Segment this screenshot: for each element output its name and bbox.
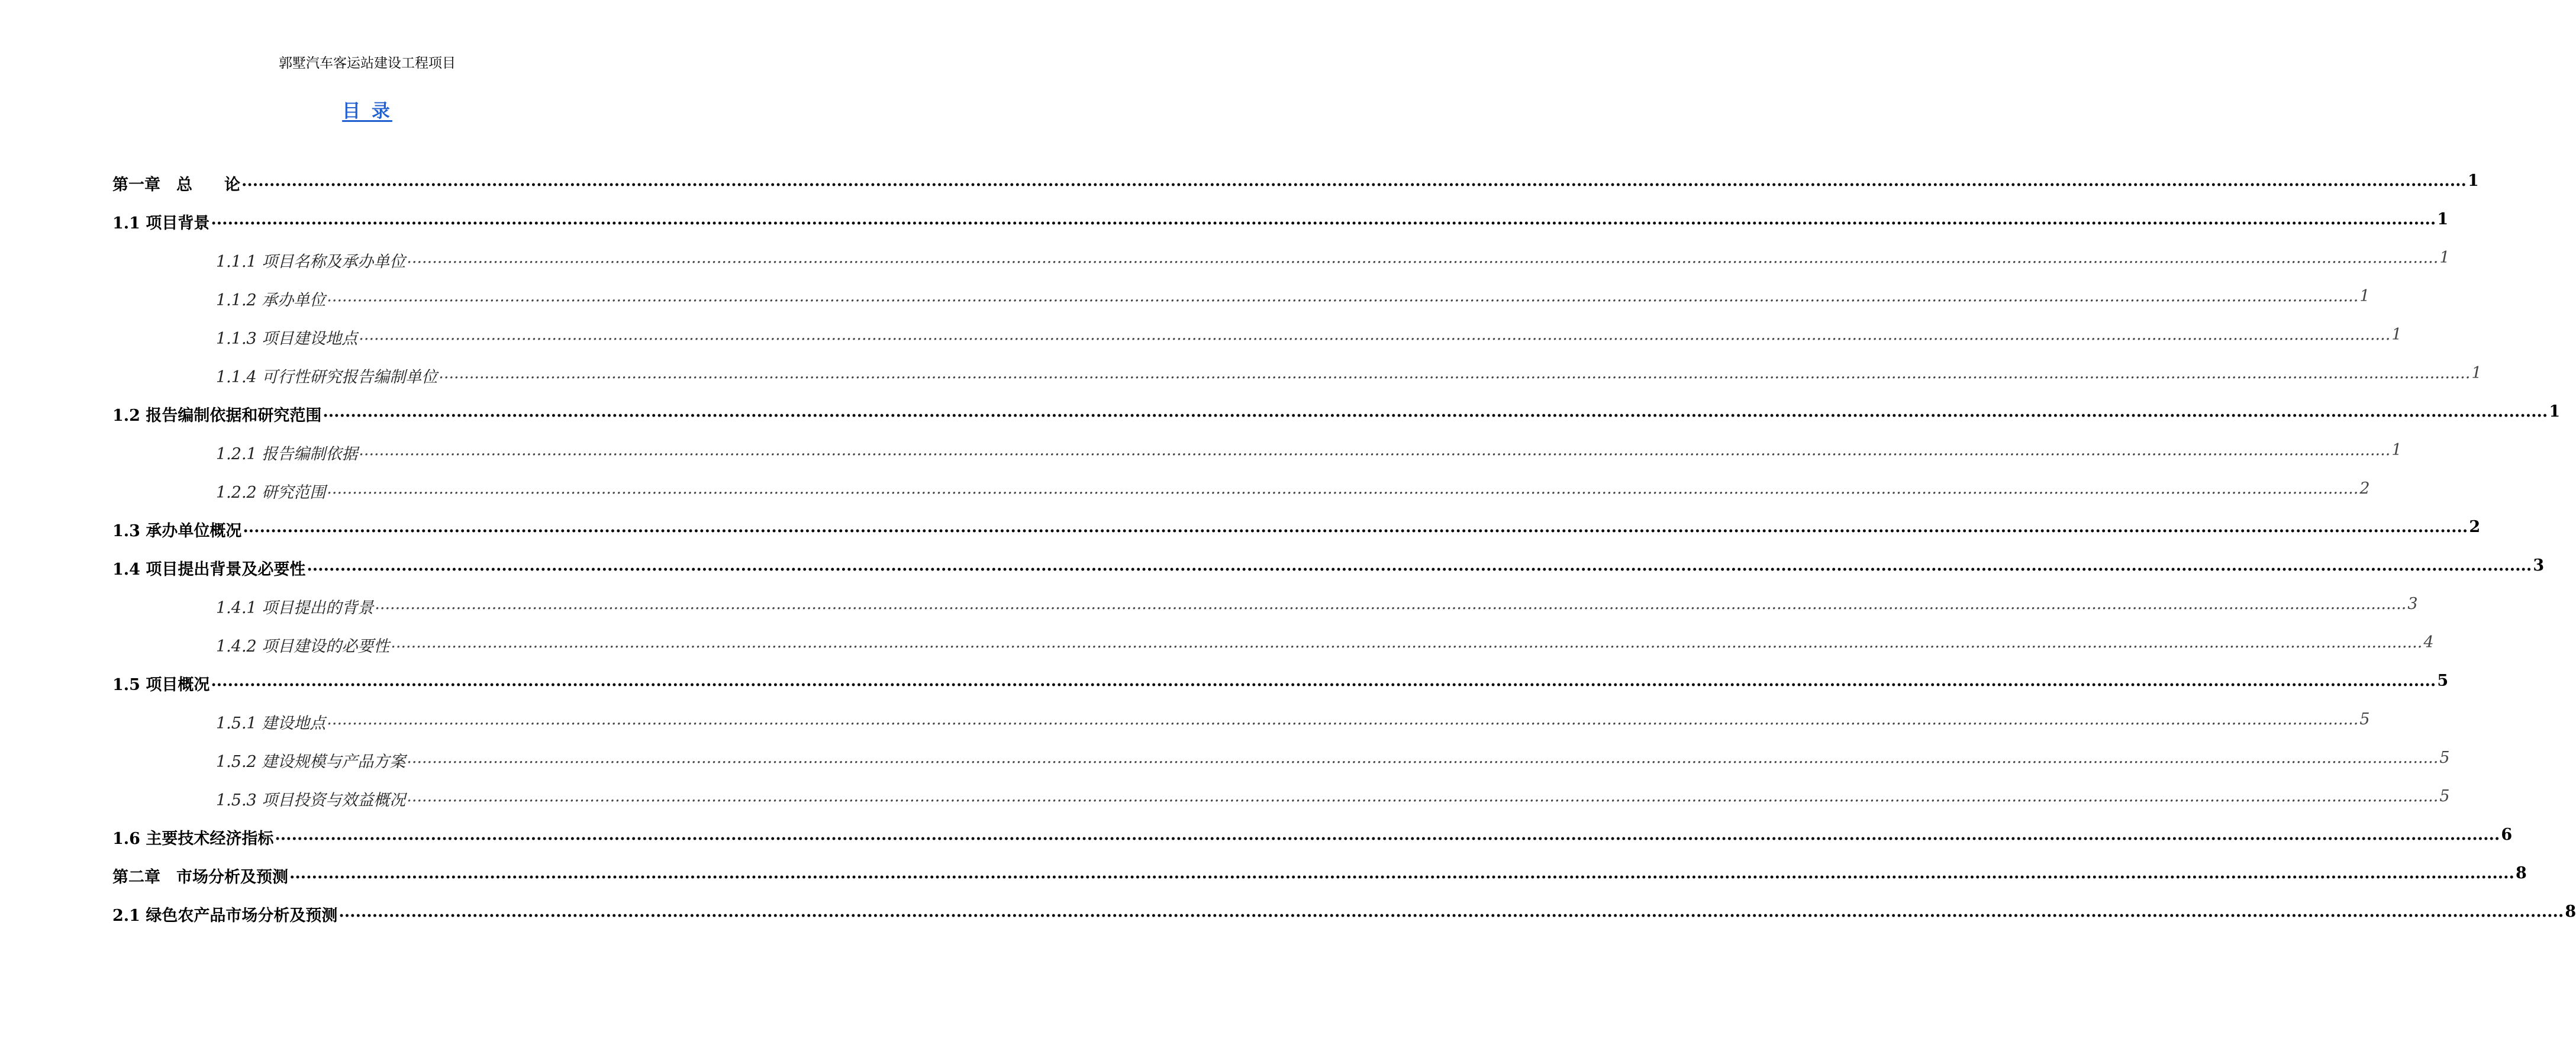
dot-leader: ................................................................................................................................................................................................................................................................................................................................................................................................................ xyxy=(289,864,2514,882)
toc-entry-title: 1.6 主要技术经济指标 xyxy=(112,830,274,848)
toc-entry-title: 1.2 报告编制依据和研究范围 xyxy=(112,407,322,425)
toc-entry[interactable] xyxy=(112,864,2527,902)
toc-entry[interactable] xyxy=(112,826,2513,864)
toc-entry-title: 1.1.1 项目名称及承办单位 xyxy=(216,253,406,271)
toc-entry-page-number: 1 xyxy=(2437,210,2449,228)
toc-entry-page-number: 6 xyxy=(2501,826,2513,844)
toc-entry[interactable] xyxy=(112,210,2449,249)
toc-entry-title: 1.3 承办单位概况 xyxy=(112,522,242,540)
toc-entry-title: 1.1 项目背景 xyxy=(112,214,210,233)
toc-entry-title: 1.5.2 建设规模与产品方案 xyxy=(216,753,406,771)
toc-title: 目 录 xyxy=(342,101,392,122)
toc-entry[interactable] xyxy=(112,518,2481,556)
toc-entry-page-number: 8 xyxy=(2565,902,2576,921)
toc-entry-page-number: 3 xyxy=(2407,595,2418,613)
dot-leader: ................................................................................................................................................................................................................................................................................................................................................................................................................ xyxy=(323,402,2548,421)
toc-entry-title: 1.5.1 建设地点 xyxy=(216,714,326,733)
toc-entry-title: 1.5.3 项目投资与效益概况 xyxy=(216,791,406,810)
dot-leader: ................................................................................................................................................................................................................................................................................................................................................................................................................ xyxy=(241,172,2467,190)
toc-entry-title: 1.1.3 项目建设地点 xyxy=(216,330,358,348)
dot-leader: ................................................................................................................................................................................................................................................................................................................................................................................................................ xyxy=(359,441,2391,459)
dot-leader: ................................................................................................................................................................................................................................................................................................................................................................................................................ xyxy=(211,210,2436,228)
dot-leader: ................................................................................................................................................................................................................................................................................................................................................................................................................ xyxy=(327,287,2359,305)
toc-entry-title: 1.1.4 可行性研究报告编制单位 xyxy=(216,368,438,386)
dot-leader: ................................................................................................................................................................................................................................................................................................................................................................................................................ xyxy=(375,595,2407,613)
toc-entry[interactable] xyxy=(112,633,2434,672)
toc-entry-page-number: 3 xyxy=(2533,556,2545,575)
document-header: 郭墅汽车客运站建设工程项目 xyxy=(279,56,456,71)
dot-leader: ................................................................................................................................................................................................................................................................................................................................................................................................................ xyxy=(359,325,2391,344)
toc-entry[interactable] xyxy=(112,902,2576,941)
dot-leader: ................................................................................................................................................................................................................................................................................................................................................................................................................ xyxy=(211,672,2436,690)
toc-entry-page-number: 1 xyxy=(2439,249,2450,267)
toc-entry-page-number: 4 xyxy=(2423,633,2434,652)
toc-entry-title: 1.5 项目概况 xyxy=(112,676,210,694)
toc-entry[interactable] xyxy=(112,556,2545,595)
dot-leader: ................................................................................................................................................................................................................................................................................................................................................................................................................ xyxy=(439,364,2471,382)
toc-entry-page-number: 1 xyxy=(2549,402,2561,421)
toc-entry-title: 2.1 绿色农产品市场分析及预测 xyxy=(112,907,338,925)
table-of-contents xyxy=(112,172,2576,941)
toc-entry-page-number: 5 xyxy=(2439,787,2450,805)
toc-entry-title: 1.4 项目提出背景及必要性 xyxy=(112,560,306,579)
toc-entry[interactable] xyxy=(112,479,2370,518)
toc-entry-title: 1.2.2 研究范围 xyxy=(216,483,326,502)
toc-entry[interactable] xyxy=(112,749,2450,787)
toc-entry[interactable] xyxy=(112,787,2450,826)
toc-entry-page-number: 1 xyxy=(2391,441,2402,459)
toc-entry[interactable] xyxy=(112,402,2561,441)
toc-entry[interactable] xyxy=(112,672,2449,710)
dot-leader: ................................................................................................................................................................................................................................................................................................................................................................................................................ xyxy=(338,902,2564,921)
toc-entry[interactable] xyxy=(112,172,2479,210)
toc-entry-page-number: 5 xyxy=(2437,672,2449,690)
toc-entry-page-number: 1 xyxy=(2391,325,2402,344)
dot-leader: ................................................................................................................................................................................................................................................................................................................................................................................................................ xyxy=(407,787,2439,805)
toc-entry-page-number: 8 xyxy=(2515,864,2527,882)
toc-entry[interactable] xyxy=(112,325,2402,364)
toc-entry-page-number: 5 xyxy=(2439,749,2450,767)
toc-entry-title: 第二章 市场分析及预测 xyxy=(112,868,288,887)
toc-entry[interactable] xyxy=(112,710,2370,749)
toc-entry[interactable] xyxy=(112,249,2450,287)
toc-entry-page-number: 1 xyxy=(2471,364,2482,382)
dot-leader: ................................................................................................................................................................................................................................................................................................................................................................................................................ xyxy=(243,518,2468,536)
toc-entry-page-number: 1 xyxy=(2467,172,2479,190)
toc-entry[interactable] xyxy=(112,441,2402,479)
dot-leader: ................................................................................................................................................................................................................................................................................................................................................................................................................ xyxy=(407,249,2439,267)
toc-entry-title: 第一章 总 论 xyxy=(112,176,240,194)
dot-leader: ................................................................................................................................................................................................................................................................................................................................................................................................................ xyxy=(275,826,2500,844)
toc-entry[interactable] xyxy=(112,595,2418,633)
toc-entry-page-number: 5 xyxy=(2359,710,2370,728)
toc-entry-page-number: 1 xyxy=(2359,287,2370,305)
dot-leader: ................................................................................................................................................................................................................................................................................................................................................................................................................ xyxy=(327,710,2359,728)
dot-leader: ................................................................................................................................................................................................................................................................................................................................................................................................................ xyxy=(391,633,2423,652)
dot-leader: ................................................................................................................................................................................................................................................................................................................................................................................................................ xyxy=(407,749,2439,767)
toc-entry-title: 1.4.1 项目提出的背景 xyxy=(216,599,374,617)
toc-entry-page-number: 2 xyxy=(2469,518,2481,536)
toc-entry[interactable] xyxy=(112,364,2482,402)
toc-entry-title: 1.2.1 报告编制依据 xyxy=(216,445,358,463)
dot-leader: ................................................................................................................................................................................................................................................................................................................................................................................................................ xyxy=(327,479,2359,498)
toc-entry[interactable] xyxy=(112,287,2370,325)
toc-entry-title: 1.1.2 承办单位 xyxy=(216,291,326,310)
toc-entry-title: 1.4.2 项目建设的必要性 xyxy=(216,637,390,656)
toc-entry-page-number: 2 xyxy=(2359,479,2370,498)
dot-leader: ................................................................................................................................................................................................................................................................................................................................................................................................................ xyxy=(307,556,2532,575)
